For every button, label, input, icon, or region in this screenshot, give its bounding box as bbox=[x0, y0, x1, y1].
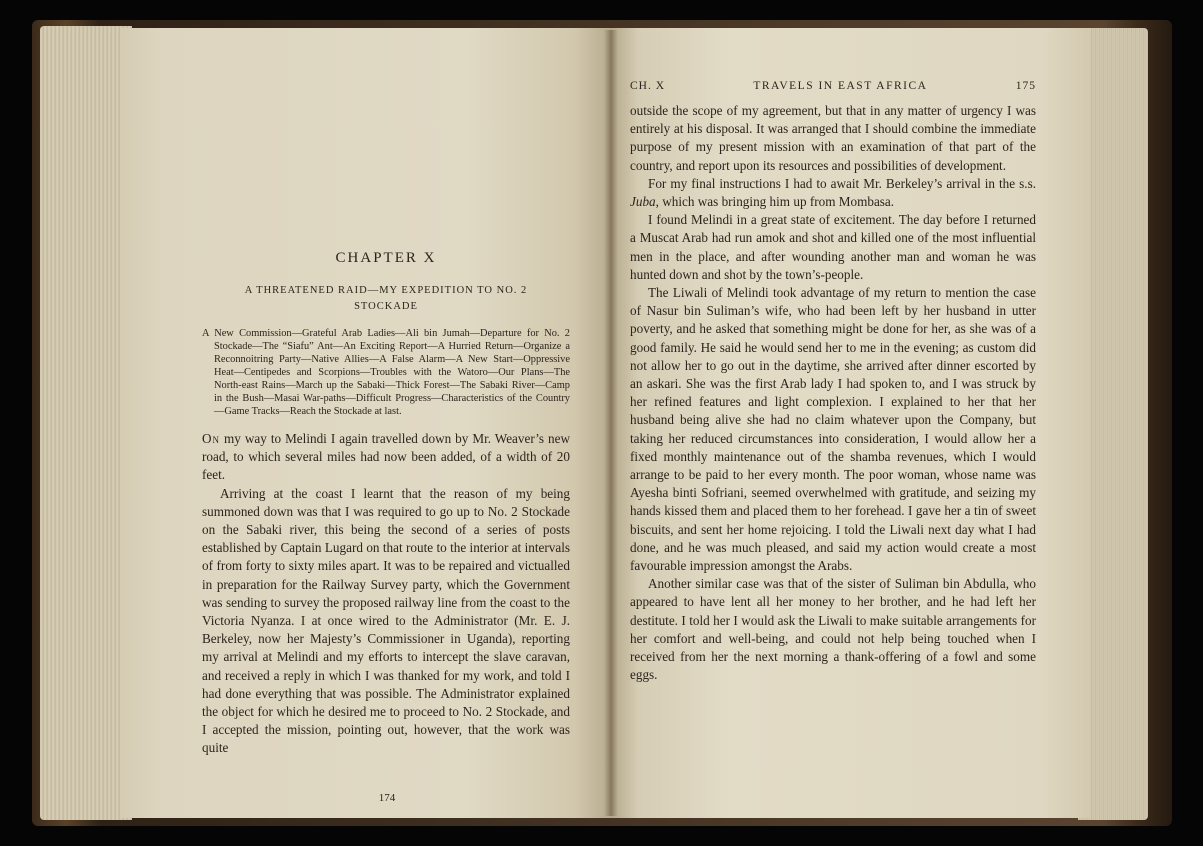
paragraph-text: For my final instructions I had to await Mr. Berkeley’s arrival in the s.s. bbox=[648, 175, 1036, 191]
paragraph: Another similar case was that of the sister of Suliman bin Abdulla, who appeared to have lent all her money to her brother, and he had left her destitute. I told her I would ask the Liwali to make suitable arrangements for her comfort and well-being, and could not help being touched when I received from her the next morning a thank-offering of a fowl and some eggs. bbox=[630, 576, 1036, 683]
running-head-chapter: CH. X bbox=[630, 80, 666, 92]
page-number: 174 bbox=[378, 792, 396, 804]
ship-name: Juba bbox=[630, 194, 656, 210]
left-page-edges bbox=[40, 26, 132, 820]
right-page bbox=[610, 28, 1090, 818]
chapter-subtitle-line2: STOCKADE bbox=[354, 301, 418, 312]
chapter-title: CHAPTER X bbox=[335, 250, 437, 266]
paragraph bbox=[630, 175, 1036, 211]
paragraph: outside the scope of my agreement, but that in any matter of urgency I was entirely at his disposal. It was arranged that I should combine the immediate purpose of my present mission with an examination of that part of the country, and report upon its resources and possibilities of development. bbox=[630, 103, 1036, 173]
running-head-title: TRAVELS IN EAST AFRICA bbox=[753, 80, 928, 92]
page-number: 175 bbox=[1015, 80, 1036, 92]
paragraph: The Liwali of Melindi took advantage of my return to mention the case of Nasur bin Suliman’s wife, who had been left by her husband in utter poverty, and he asked that something might be done for her, as she was of a good family. He said he would send her to me in the evening; as custom did not allow her to go out in the daytime, she arrived after dinner escorted by an askari. She was the first Arab lady I had spoken to, and I was struck by her refined features and light complexion. I explained to her that her husband being alive she had no claim whatever upon the Company, but taking her reduced circumstances into consideration, I would allow her a fixed monthly maintenance out of the shamba revenues, which I would arrange to be paid to her every month. The poor woman, whose name was Ayesha binti Sofriani, seemed overwhelmed with gratitude, and seizing my hands kissed them and placed them to her forehead. I gave her a tin of sweet biscuits, and sent her home rejoicing. I told the Liwali next day what I had done, and he was much pleased, and said my action would create a most favourable impression amongst the Arabs. bbox=[630, 285, 1036, 574]
book-gutter bbox=[604, 30, 618, 816]
left-body-text bbox=[202, 430, 570, 758]
opening-word: On bbox=[202, 431, 221, 446]
chapter-synopsis: A New Commission—Grateful Arab Ladies—Ali bin Jumah—Departure for No. 2 Stockade—The “Siafu” Ant—An Exciting Report—A Hurried Return—Organize a Reconnoitring Party—Native Allies—A False Alarm—A New Start—Oppressive Heat—Centipedes and Scorpions—Troubles with the Watoro—Our Plans—The North-east Rains—March up the Sabaki—Thick Forest—The Sabaki River—Camp in the Bush—Masai War-paths—Difficult Progress—Characteristics of the Country—Game Tracks—Reach the Stockade at last. bbox=[202, 328, 570, 417]
paragraph-text: , which was bringing him up from Mombasa. bbox=[655, 194, 895, 210]
chapter-subtitle-line1: A THREATENED RAID—MY EXPEDITION TO NO. 2 bbox=[244, 285, 528, 296]
right-body-text bbox=[630, 102, 1036, 685]
paragraph-text: my way to Melindi I again travelled down by Mr. Weaver’s new road, to which several miles had now been added, of a width of 20 feet. bbox=[202, 431, 570, 483]
left-page bbox=[120, 28, 614, 818]
chapter-subtitle bbox=[202, 283, 570, 315]
running-head bbox=[630, 80, 1036, 92]
paragraph: Arriving at the coast I learnt that the reason of my being summoned down was that I was required to go up to No. 2 Stockade on the Sabaki river, this being the second of a series of posts established by Captain Lugard on that route to the interior at intervals of from forty to sixty miles apart. It was to be repaired and victualled in preparation for the Railway Survey party, which the Government was sending to survey the proposed railway line from the coast to the Victoria Nyanza. I at once wired to the Administrator (Mr. E. J. Berkeley, now her Majesty’s Commissioner in Uganda), reporting my arrival at Melindi and my efforts to intercept the slave caravan, and received a reply in which I was thanked for my work, and told I had done everything that was possible. The Administrator explained the object for which he desired me to proceed to No. 2 Stockade, and I accepted the mission, pointing out, however, that the work was quite bbox=[202, 485, 570, 756]
paragraph: I found Melindi in a great state of excitement. The day before I returned a Muscat Arab had run amok and shot and killed one of the most influential men in the place, and after wounding another man and woman he was hunted down and shot by the town’s-people. bbox=[630, 212, 1036, 282]
paragraph bbox=[202, 430, 570, 485]
